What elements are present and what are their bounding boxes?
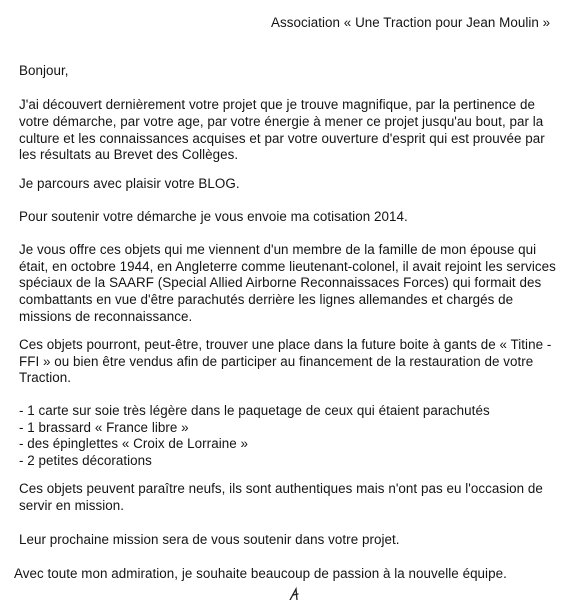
body-line: votre démarche, par votre age, par votre énergie à mener ce projet jusqu'au bout, par la [19,114,544,129]
signature-mark [286,586,306,600]
list-item: - des épinglettes « Croix de Lorraine » [19,436,248,451]
body-line: Ces objets pourront, peut-être, trouver une place dans la future boite à gants de « Titine - [19,337,552,352]
body-line: Je parcours avec plaisir votre BLOG. [19,176,240,191]
closing-line: Avec toute mon admiration, je souhaite beaucoup de passion à la nouvelle équipe. [14,566,507,581]
body-line: Pour soutenir votre démarche je vous envoie ma cotisation 2014. [19,209,408,224]
greeting: Bonjour, [19,63,69,78]
body-line: était, en octobre 1944, en Angleterre comme lieutenant-colonel, il avait rejoint les services [19,259,556,274]
body-line: FFI » ou bien être vendus afin de participer au financement de la restauration de votre [19,354,534,369]
body-line: Je vous offre ces objets qui me viennent d'un membre de la famille de mon épouse qui [19,242,537,257]
body-line: combattants en vue d'être parachutés derrière les lignes allemandes et chargés de [19,292,514,307]
association-header: Association « Une Traction pour Jean Moulin » [271,15,551,30]
body-line: Leur prochaine mission sera de vous soutenir dans votre projet. [19,532,400,547]
list-item: - 2 petites décorations [19,453,152,468]
body-line: servir en mission. [19,498,125,513]
body-line: Traction. [19,370,72,385]
body-line: culture et les connaissances acquises et par votre ouverture d'esprit qui est prouvée par [19,131,545,146]
body-line: les résultats au Brevet des Collèges. [19,147,239,162]
list-item: - 1 brassard « France libre » [19,420,189,435]
body-line: J'ai découvert dernièrement votre projet que je trouve magnifique, par la pertinence de [19,97,536,112]
body-line: spéciaux de la SAARF (Special Allied Airborne Reconnaissaces Forces) qui formait des [19,275,542,290]
body-line: missions de reconnaissance. [19,309,193,324]
list-item: - 1 carte sur soie très légère dans le paquetage de ceux qui étaient parachutés [19,403,490,418]
body-line: Ces objets peuvent paraître neufs, ils sont authentiques mais n'ont pas eu l'occasion de [19,481,543,496]
